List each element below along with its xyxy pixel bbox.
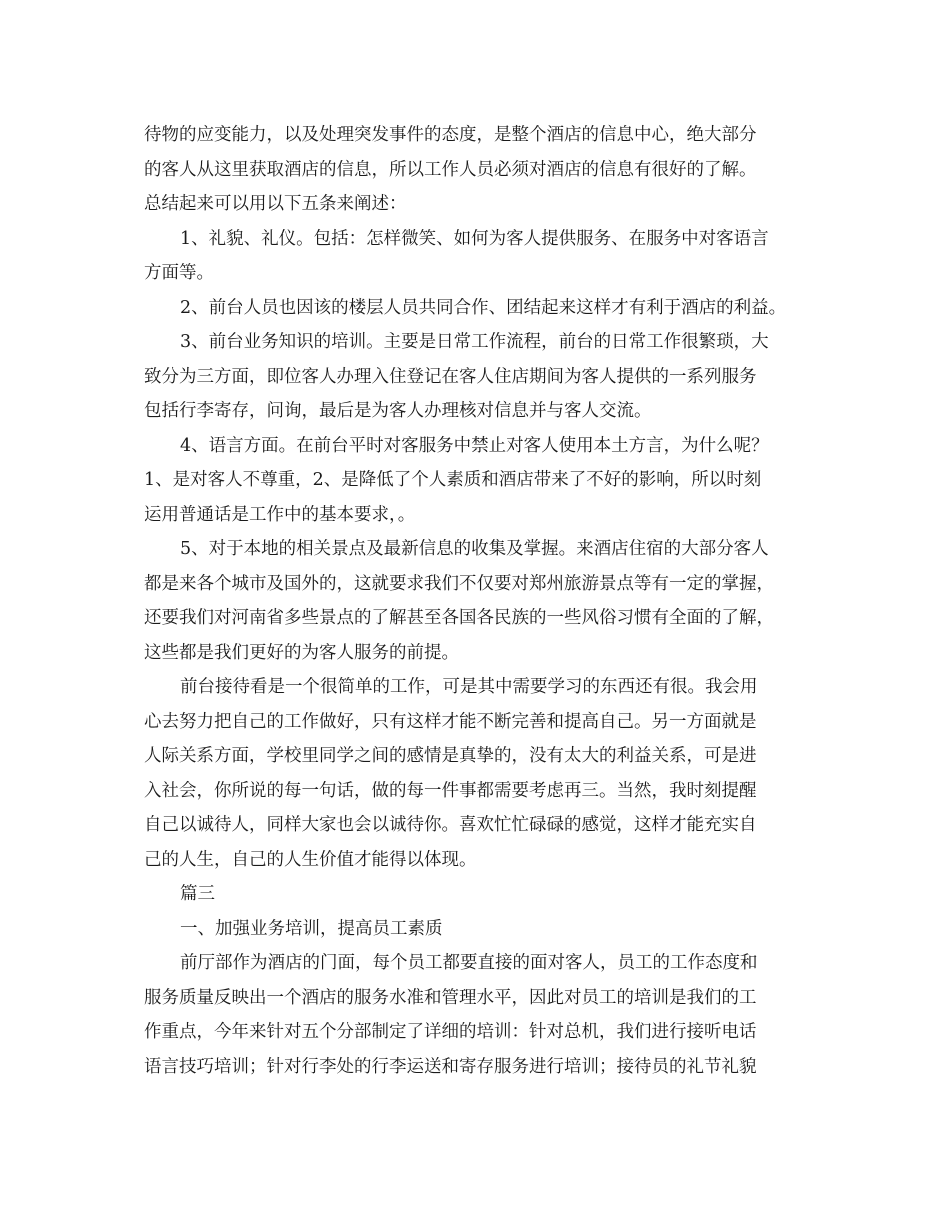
text-line: 5、对于本地的相关景点及最新信息的收集及掌握。来酒店住宿的大部分客人 (180, 539, 769, 559)
text-line: 2、前台人员也因该的楼层人员共同合作、团结起来这样才有利于酒店的利益。 (180, 297, 787, 318)
text-line: 3、前台业务知识的培训。主要是日常工作流程，前台的日常工作很繁琐，大 (180, 332, 769, 352)
text-line: 己的人生，自己的人生价值才能得以体现。 (144, 849, 477, 870)
text-line: 人际关系方面，学校里同学之间的感情是真挚的，没有太大的利益关系，可是进 (144, 746, 757, 766)
subsection-heading: 一、加强业务培训，提高员工素质 (180, 918, 443, 939)
text-line: 都是来各个城市及国外的，这就要求我们不仅要对郑州旅游景点等有一定的掌握， (144, 573, 774, 594)
text-line: 前厅部作为酒店的门面，每个员工都要直接的面对客人，员工的工作态度和 (180, 953, 758, 973)
text-line: 运用普通话是工作中的基本要求，。 (144, 504, 416, 525)
text-line: 自己以诚待人，同样大家也会以诚待你。喜欢忙忙碌碌的感觉，这样才能充实自 (144, 815, 757, 835)
text-line: 服务质量反映出一个酒店的服务水准和管理水平，因此对员工的培训是我们的工 (144, 987, 757, 1008)
text-line: 方面等。 (144, 263, 214, 283)
text-line: 前台接待看是一个很简单的工作，可是其中需要学习的东西还有很。我会用 (180, 677, 758, 697)
text-line: 致分为三方面，即位客人办理入住登记在客人住店期间为客人提供的一系列服务 (144, 366, 757, 387)
text-line: 这些都是我们更好的为客人服务的前提。 (144, 642, 459, 663)
text-line: 作重点，今年来针对五个分部制定了详细的培训：针对总机，我们进行接听电话 (144, 1022, 757, 1042)
text-line: 还要我们对河南省多些景点的了解甚至各国各民族的一些风俗习惯有全面的了解， (144, 608, 774, 628)
document-page (144, 118, 824, 1084)
text-line: 入社会，你所说的每一句话，做的每一件事都需要考虑再三。当然，我时刻提醒 (144, 780, 757, 801)
text-line: 1、礼貌、礼仪。包括：怎样微笑、如何为客人提供服务、在服务中对客语言 (180, 228, 769, 249)
text-line: 待物的应变能力，以及处理突发事件的态度，是整个酒店的信息中心，绝大部分 (144, 125, 757, 145)
text-line: 总结起来可以用以下五条来阐述： (144, 194, 407, 214)
text-line: 语言技巧培训；针对行李处的行李运送和寄存服务进行培训；接待员的礼节礼貌 (144, 1056, 757, 1077)
text-line: 1、是对客人不尊重，2、是降低了个人素质和酒店带来了不好的影响，所以时刻 (144, 470, 762, 490)
text-line: 4、语言方面。在前台平时对客服务中禁止对客人使用本土方言，为什么呢？ (180, 435, 769, 456)
text-line: 心去努力把自己的工作做好，只有这样才能不断完善和提高自己。另一方面就是 (144, 711, 757, 732)
text-line: 包括行李寄存，问询，最后是为客人办理核对信息并与客人交流。 (144, 401, 652, 421)
section-heading: 篇三 (180, 884, 215, 904)
text-line: 的客人从这里获取酒店的信息，所以工作人员必须对酒店的信息有很好的了解。 (144, 159, 757, 180)
